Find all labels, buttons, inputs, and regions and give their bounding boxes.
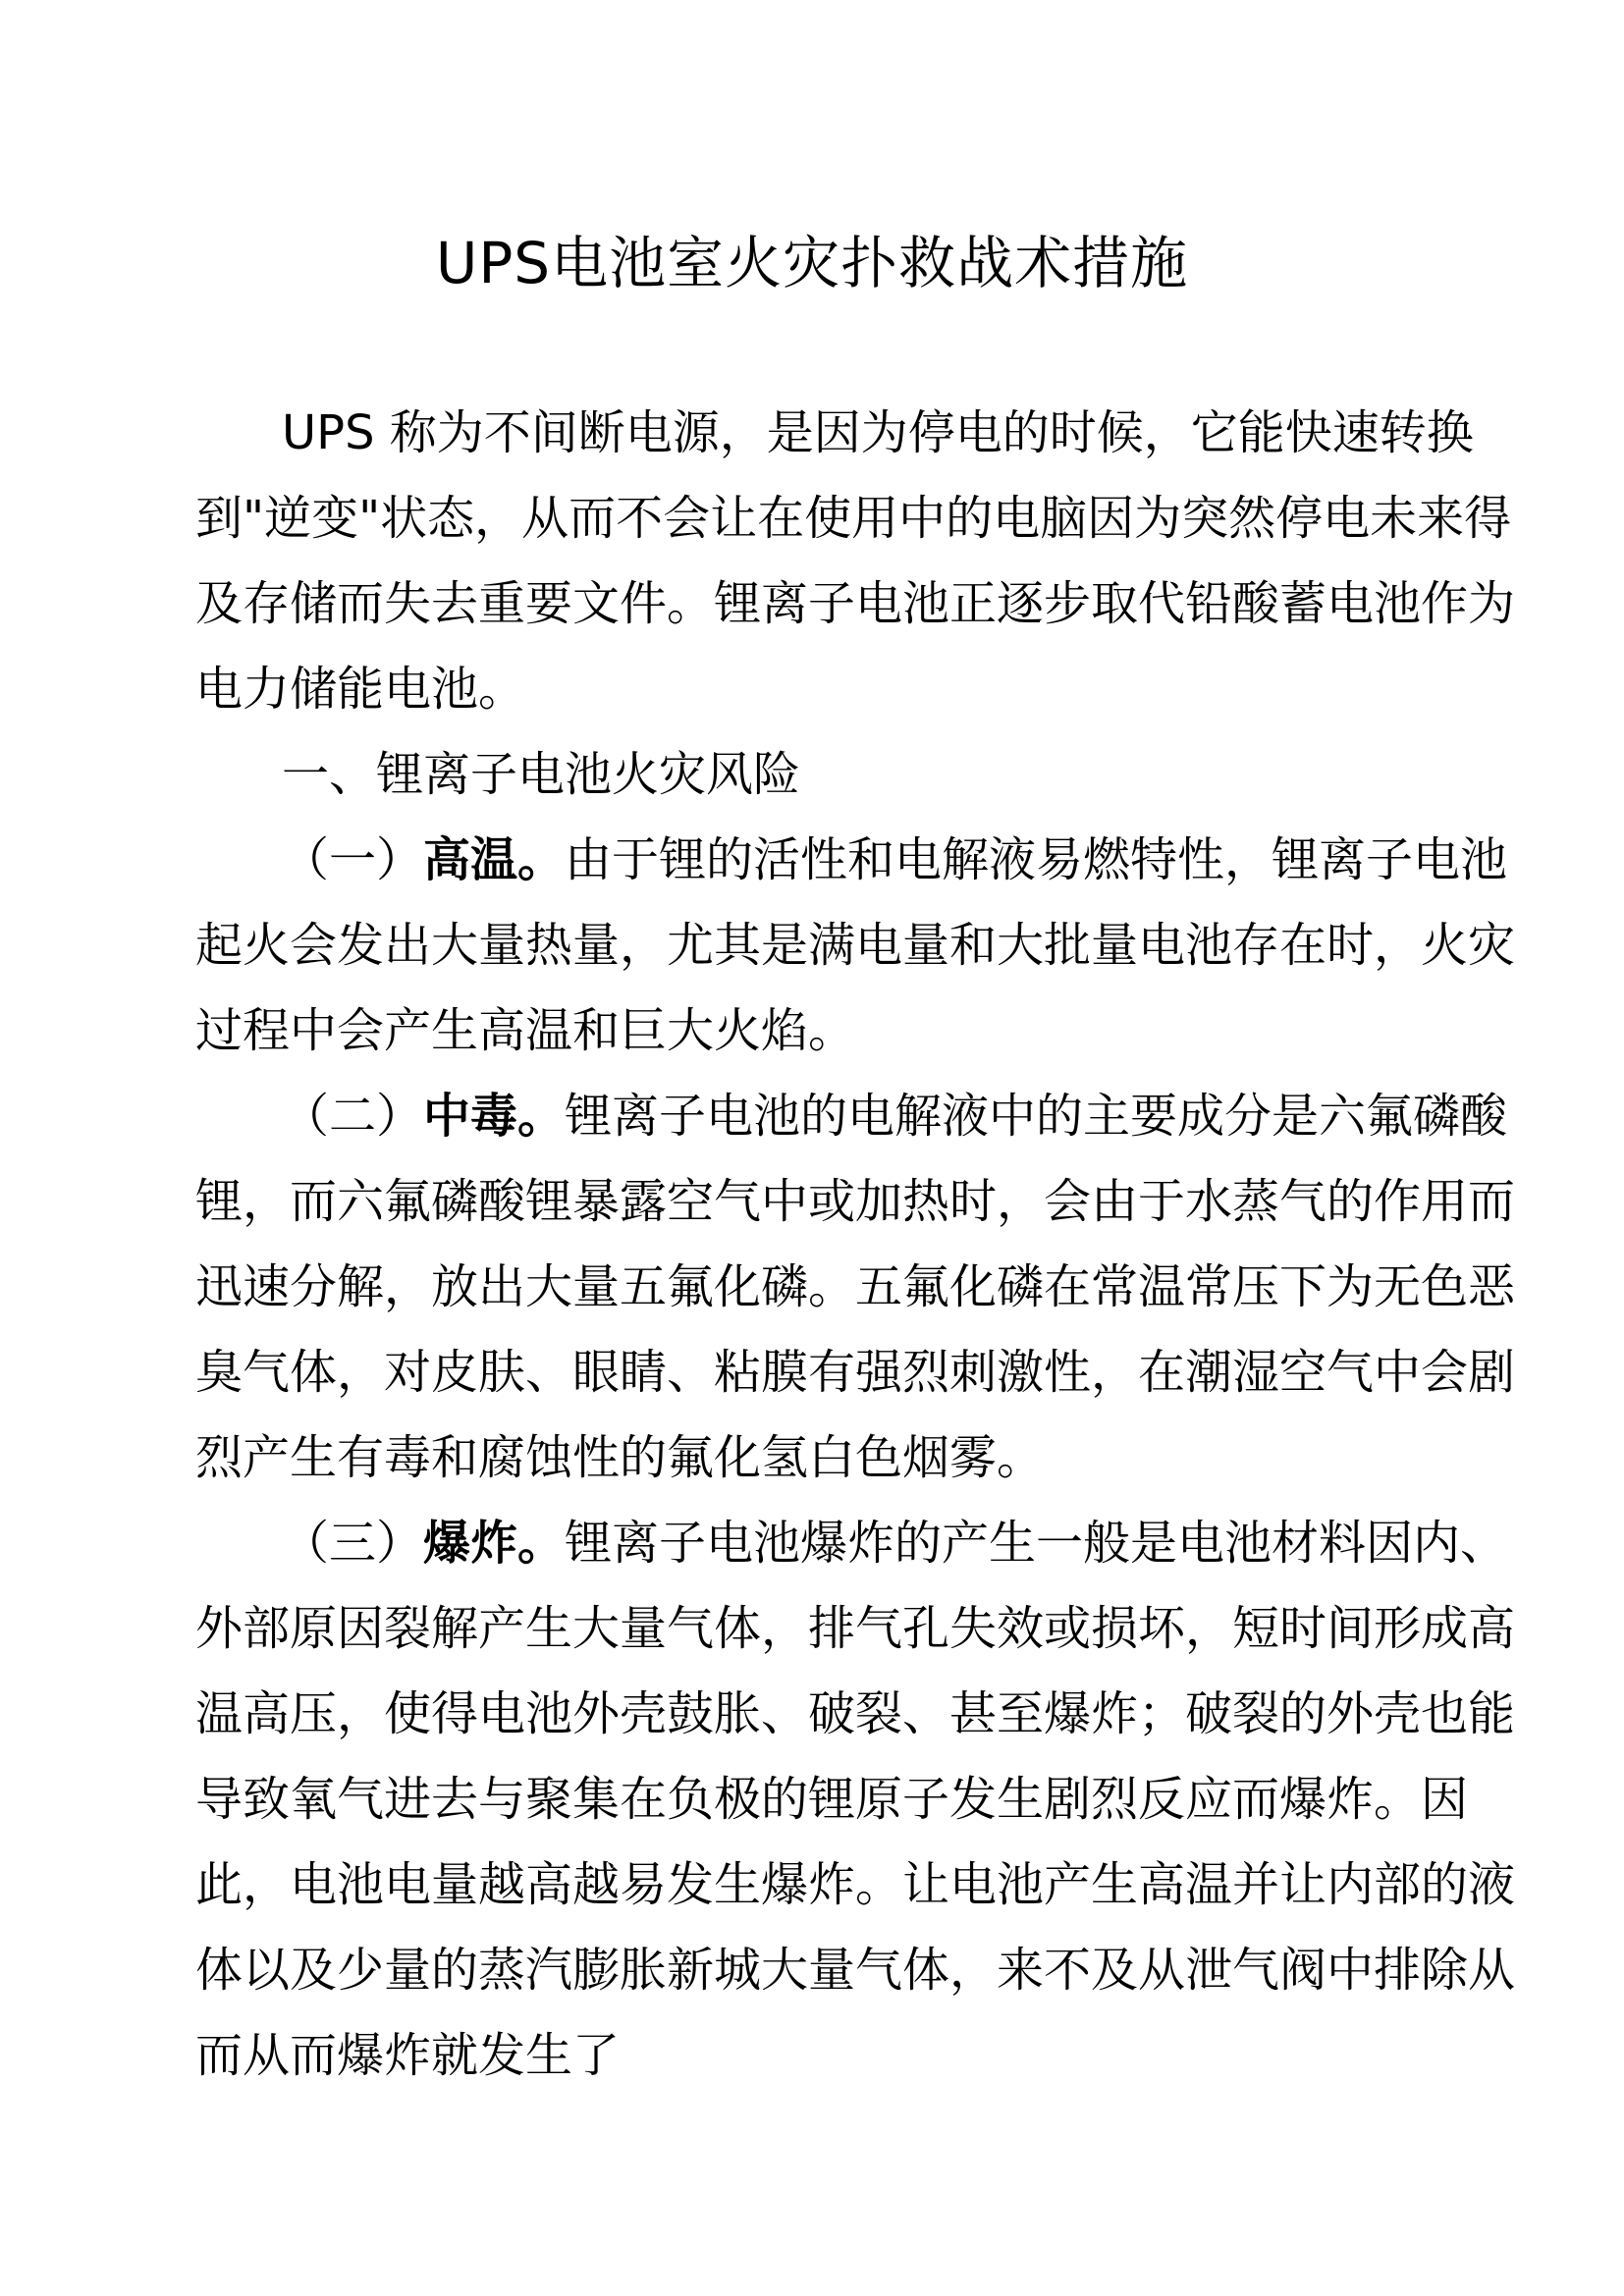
intro-line: 到"逆变"状态，从而不会让在使用中的电脑因为突然停电未来得	[195, 491, 1512, 546]
item1-prefix: （一）	[282, 832, 424, 887]
item3-line: 温高压，使得电池外壳鼓胀、破裂、甚至爆炸；破裂的外壳也能	[195, 1686, 1516, 1741]
item3-line: 导致氧气进去与聚集在负极的锂原子发生剧烈反应而爆炸。因	[195, 1772, 1469, 1827]
document-title: UPS电池室火灾扑救战术措施	[435, 230, 1189, 296]
item3-text: 锂离子电池爆炸的产生一般是电池材料因内、	[565, 1516, 1508, 1571]
item2-text: 锂离子电池的电解液中的主要成分是六氟磷酸	[565, 1089, 1508, 1144]
intro-line: 电力储能电池。	[195, 662, 526, 717]
item3-bold-title: 爆炸。	[423, 1516, 566, 1571]
item2-prefix: （二）	[282, 1089, 424, 1144]
intro-line: UPS 称为不间断电源，是因为停电的时候，它能快速转换	[282, 405, 1474, 460]
document-body	[195, 391, 1516, 2099]
item3-prefix: （三）	[282, 1516, 424, 1571]
item3-first-line	[195, 1501, 1508, 1586]
item2-line: 迅速分解，放出大量五氟化磷。五氟化磷在常温常压下为无色恶	[195, 1259, 1516, 1314]
item2-line: 锂，而六氟磷酸锂暴露空气中或加热时，会由于水蒸气的作用而	[195, 1174, 1516, 1229]
item3-line: 此，电池电量越高越易发生爆炸。让电池产生高温并让内部的液	[195, 1857, 1516, 1912]
intro-line: 及存储而失去重要文件。锂离子电池正逐步取代铅酸蓄电池作为	[195, 576, 1516, 631]
item2-line: 臭气体，对皮肤、眼睛、粘膜有强烈刺激性，在潮湿空气中会剧	[195, 1345, 1516, 1400]
item1-bold-title: 高温。	[423, 832, 566, 887]
item2-bold-title: 中毒。	[423, 1089, 566, 1144]
item1-text: 由于锂的活性和电解液易燃特性，锂离子电池	[565, 832, 1508, 887]
item2-line: 烈产生有毒和腐蚀性的氟化氢白色烟雾。	[195, 1430, 1045, 1485]
item1-first-line	[195, 818, 1508, 903]
item3-line: 外部原因裂解产生大量气体，排气孔失效或损坏，短时间形成高	[195, 1601, 1516, 1656]
item2-first-line	[195, 1074, 1508, 1159]
item1-line: 起火会发出大量热量，尤其是满电量和大批量电池存在时，火灾	[195, 918, 1516, 973]
item1-line: 过程中会产生高温和巨大火焰。	[195, 1003, 856, 1058]
item3-line: 而从而爆炸就发生了	[195, 2028, 621, 2083]
section-heading: 一、锂离子电池火灾风险	[282, 747, 801, 802]
item3-line: 体以及少量的蒸汽膨胀新城大量气体，来不及从泄气阀中排除从	[195, 1943, 1516, 1998]
